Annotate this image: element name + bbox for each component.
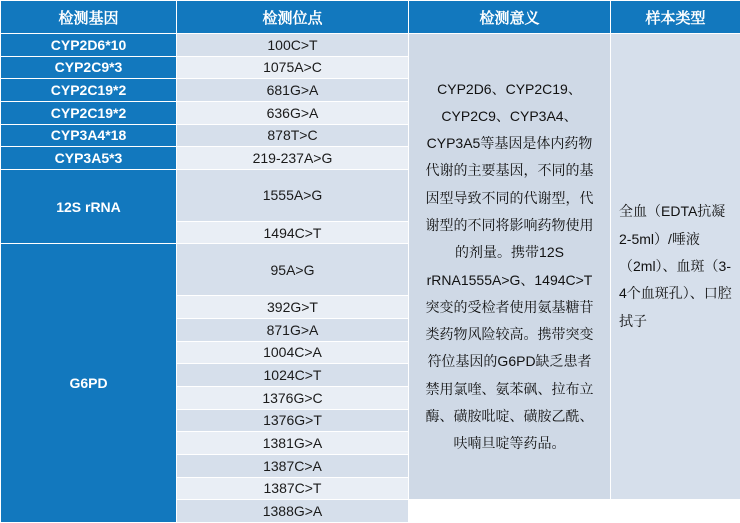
table-header-row [1, 1, 740, 34]
site-cell: 1024C>T [177, 364, 409, 387]
site-cell: 1075A>C [177, 56, 409, 79]
site-cell: 1555A>G [177, 169, 409, 221]
site-cell: 878T>C [177, 124, 409, 147]
gene-cell: CYP3A4*18 [1, 124, 177, 147]
gene-cell: 12S rRNA [1, 169, 177, 244]
site-cell: 681G>A [177, 79, 409, 102]
site-cell: 1387C>T [177, 477, 409, 500]
site-cell: 219-237A>G [177, 147, 409, 170]
gene-cell: CYP2D6*10 [1, 34, 177, 57]
gene-cell: G6PD [1, 244, 177, 523]
column-header-sample-type: 样本类型 [611, 1, 740, 34]
site-cell: 1388G>A [177, 500, 409, 523]
meaning-text: CYP2D6、CYP2C19、CYP2C9、CYP3A4、CYP3A5等基因是体内药物代谢的主要基因，不同的基因型导致不同的代谢型，代谢型的不同将影响药物使用的剂量。携带12S rRNA1555A>G、1494C>T突变的受检者使用氨基糖苷类药物风险较高。携带突变符位基因的G6PD缺乏患者禁用氯喹、氨苯砜、拉布立酶、磺胺吡啶、磺胺乙酰、呋喃旦啶等药品。 [425, 80, 594, 452]
gene-cell: CYP2C19*2 [1, 101, 177, 124]
column-header-site: 检测位点 [177, 1, 409, 34]
site-cell: 1004C>A [177, 341, 409, 364]
sample-type-cell [611, 34, 740, 500]
gene-cell: CYP2C9*3 [1, 56, 177, 79]
site-cell: 1376G>T [177, 409, 409, 432]
gene-cell: CYP2C19*2 [1, 79, 177, 102]
site-cell: 636G>A [177, 101, 409, 124]
site-cell: 1387C>A [177, 454, 409, 477]
site-cell: 95A>G [177, 244, 409, 296]
site-cell: 1494C>T [177, 221, 409, 244]
gene-cell: CYP3A5*3 [1, 147, 177, 170]
site-cell: 100C>T [177, 34, 409, 57]
site-cell: 1376G>C [177, 386, 409, 409]
site-cell: 1381G>A [177, 432, 409, 455]
column-header-gene: 检测基因 [1, 1, 177, 34]
sample-type-text: 全血（EDTA抗凝2-5ml）/唾液（2ml）、血斑（3-4个血斑孔）、口腔拭子 [619, 203, 732, 329]
table-row [1, 34, 740, 57]
site-cell: 392G>T [177, 296, 409, 319]
meaning-cell [409, 34, 611, 500]
site-cell: 871G>A [177, 319, 409, 342]
column-header-meaning: 检测意义 [409, 1, 611, 34]
